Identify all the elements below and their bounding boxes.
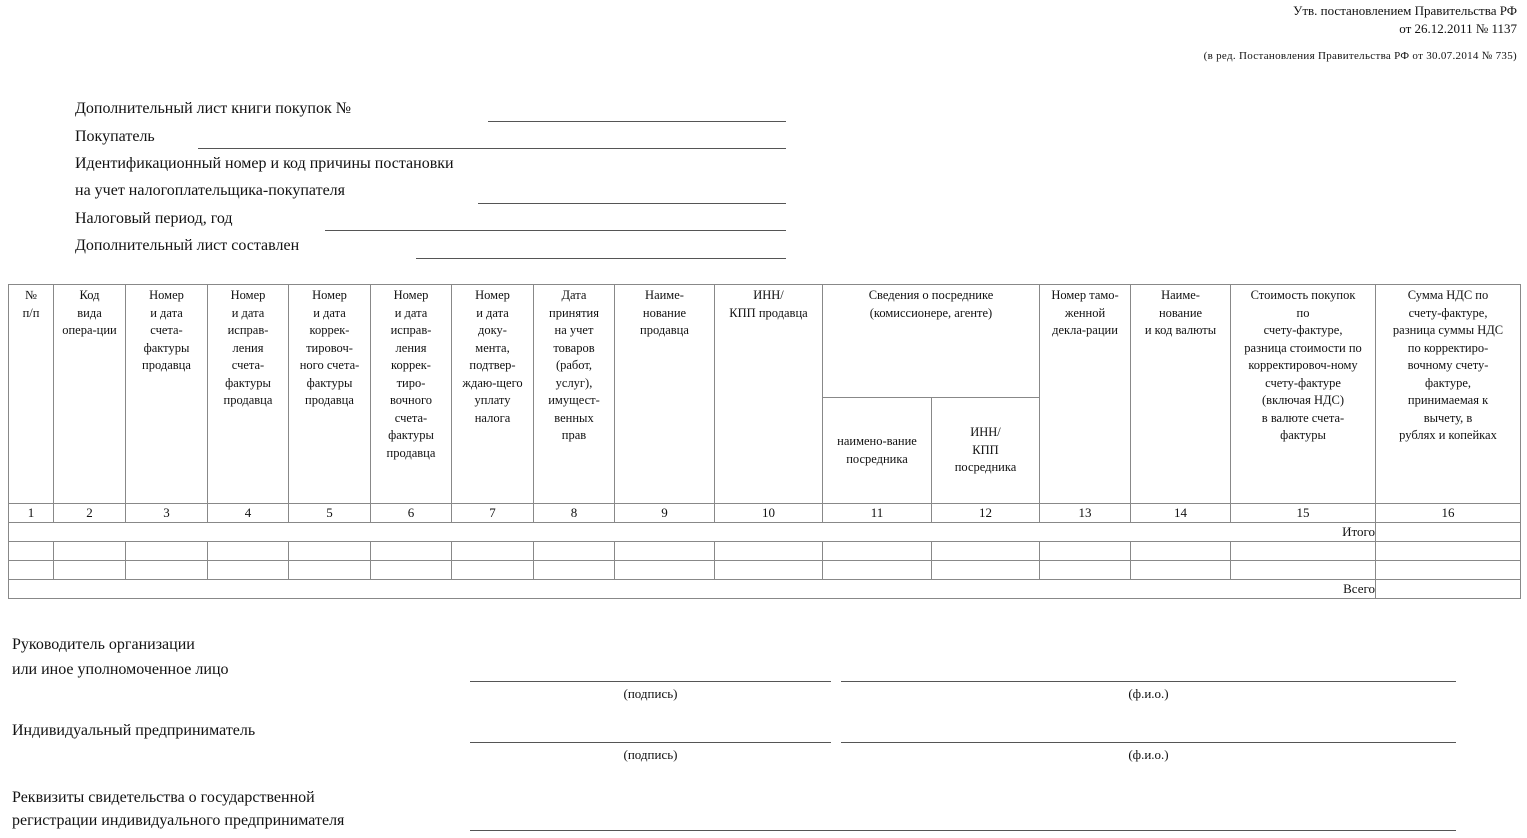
col-header-3: Номер и дата счета- фактуры продавца xyxy=(126,285,208,504)
vsego-row xyxy=(9,580,1521,599)
tax-period-label: Налоговый период, год xyxy=(75,210,233,227)
inn-field[interactable] xyxy=(478,203,786,204)
col-header-15: Стоимость покупок по счету-фактуре, разница стоимости по корректировоч-ному счету-фактуре (включая НДС) в валюте счета- фактуры xyxy=(1231,285,1376,504)
entrepreneur-label: Индивидуальный предприниматель xyxy=(12,722,256,739)
vsego-value-cell[interactable] xyxy=(1376,580,1521,599)
column-number: 1 xyxy=(9,504,54,523)
column-numbers-row xyxy=(9,504,1521,523)
column-number: 5 xyxy=(289,504,371,523)
purchase-book-table xyxy=(8,284,1521,599)
col-header-7: Номер и дата доку- мента, подтвер- ждаю-щего уплату налога xyxy=(452,285,534,504)
approval-block xyxy=(1204,2,1517,65)
itogo-row xyxy=(9,523,1521,542)
entrepreneur-fio-field[interactable] xyxy=(841,742,1456,743)
approval-line-1: Утв. постановлением Правительства РФ xyxy=(1293,3,1517,18)
col-header-2: Код вида опера-ции xyxy=(54,285,126,504)
col-header-6: Номер и дата испрaв- ления коррек- тиро- вочного счета- фактуры продавца xyxy=(371,285,452,504)
inn-label-line1: Идентификационный номер и код причины постановки xyxy=(75,155,454,172)
column-number: 2 xyxy=(54,504,126,523)
buyer-field[interactable] xyxy=(198,148,786,149)
buyer-label: Покупатель xyxy=(75,128,155,145)
col-header-8: Дата принятия на учет товаров (работ, услуг), имущест- венных прав xyxy=(534,285,615,504)
head-fio-field[interactable] xyxy=(841,681,1456,682)
sheet-number-label: Дополнительный лист книги покупок № xyxy=(75,100,351,117)
registration-field[interactable] xyxy=(470,830,1456,831)
compiled-label: Дополнительный лист составлен xyxy=(75,237,300,254)
column-number: 7 xyxy=(452,504,534,523)
column-number: 15 xyxy=(1231,504,1376,523)
entrepreneur-signature-caption: (подпись) xyxy=(623,747,678,762)
column-number: 3 xyxy=(126,504,208,523)
col-header-5: Номер и дата коррек- тировоч- ного счета- фактуры продавца xyxy=(289,285,371,504)
col-header-1: № п/п xyxy=(9,285,54,504)
head-fio-caption: (ф.и.о.) xyxy=(1128,686,1169,701)
entrepreneur-fio-caption: (ф.и.о.) xyxy=(1128,747,1169,762)
col-header-intermediary: Сведения о посреднике (комиссионере, агенте) xyxy=(823,285,1040,398)
col-header-14: Наиме- нование и код валюты xyxy=(1131,285,1231,504)
col-header-16: Сумма НДС по счету-фактуре, разница суммы НДС по корректиро- вочному счету- фактуре, принимаемая к вычету, в рублях и копейках xyxy=(1376,285,1521,504)
col-header-11: наимено-вание посредника xyxy=(823,398,932,504)
itogo-value-cell[interactable] xyxy=(1376,523,1521,542)
tax-period-field[interactable] xyxy=(325,230,786,231)
compiled-field[interactable] xyxy=(416,258,786,259)
itogo-label: Итого xyxy=(9,523,1376,542)
column-number: 16 xyxy=(1376,504,1521,523)
col-header-12: ИНН/ КПП посредника xyxy=(932,398,1040,504)
vsego-label: Всего xyxy=(9,580,1376,599)
col-header-10: ИНН/ КПП продавца xyxy=(715,285,823,504)
entrepreneur-signature-field[interactable] xyxy=(470,742,831,743)
column-number: 12 xyxy=(932,504,1040,523)
column-number: 14 xyxy=(1131,504,1231,523)
column-number: 11 xyxy=(823,504,932,523)
column-number: 10 xyxy=(715,504,823,523)
column-number: 4 xyxy=(208,504,289,523)
sheet-number-field[interactable] xyxy=(488,121,786,122)
col-header-9: Наиме- нование продавца xyxy=(615,285,715,504)
column-number: 9 xyxy=(615,504,715,523)
approval-line-2: от 26.12.2011 № 1137 xyxy=(1399,21,1517,36)
head-label-line2: или иное уполномоченное лицо xyxy=(12,661,229,678)
head-signature-field[interactable] xyxy=(470,681,831,682)
head-label-line1: Руководитель организации xyxy=(12,636,195,653)
table-row xyxy=(9,542,1521,561)
column-number: 8 xyxy=(534,504,615,523)
col-header-13: Номер тамо- женной декла-рации xyxy=(1040,285,1131,504)
registration-label-line1: Реквизиты свидетельства о государственной xyxy=(12,789,315,806)
column-number: 13 xyxy=(1040,504,1131,523)
table-row xyxy=(9,561,1521,580)
col-header-4: Номер и дата испрaв- ления счета- фактуры продавца xyxy=(208,285,289,504)
inn-label-line2: на учет налогоплательщика-покупателя xyxy=(75,182,346,199)
registration-label-line2: регистрации индивидуального предпринимателя xyxy=(12,812,345,829)
head-signature-caption: (подпись) xyxy=(623,686,678,701)
amendment-note: (в ред. Постановления Правительства РФ от 30.07.2014 № 735) xyxy=(1203,50,1517,62)
column-number: 6 xyxy=(371,504,452,523)
